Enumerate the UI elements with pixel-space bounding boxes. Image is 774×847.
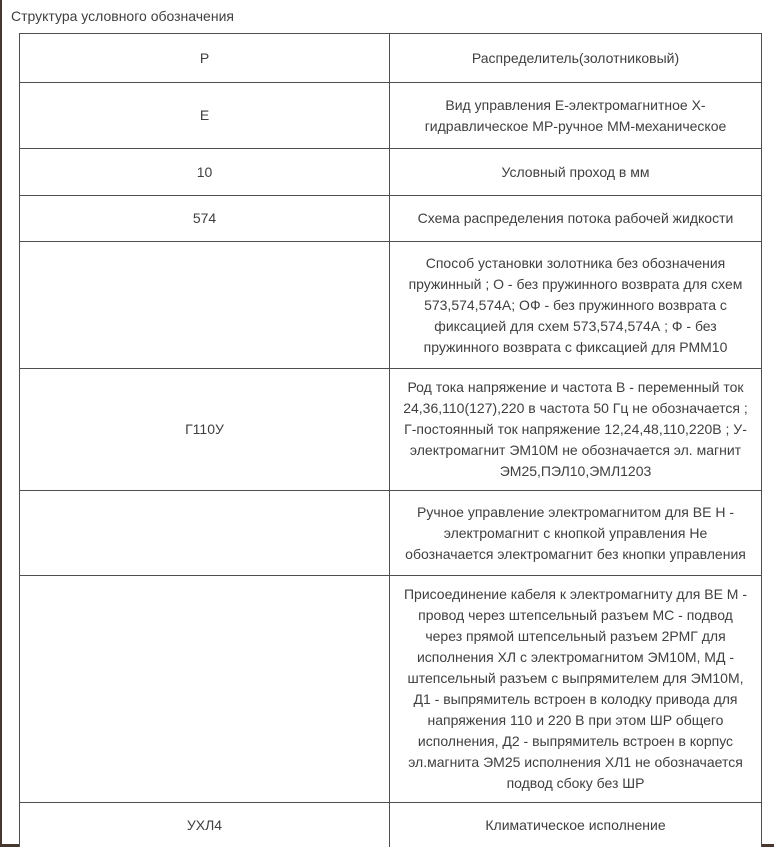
description-cell: Способ установки золотника без обозначения пружинный ; О - без пружинного возврата для схем 573,574,574А; ОФ - без пружинного возврата с фиксацией для схем 573,574,574А ; Ф - без пружинного возврата с фиксацией для РММ10 bbox=[408, 254, 743, 355]
table-row bbox=[20, 490, 761, 575]
page-title: Структура условного обозначения bbox=[11, 8, 234, 24]
table-row bbox=[20, 148, 761, 195]
code-cell: 10 bbox=[20, 149, 390, 195]
description-cell: Климатическое исполнение bbox=[485, 816, 666, 833]
code-cell bbox=[20, 491, 390, 575]
code-cell bbox=[20, 242, 390, 368]
description-cell: Вид управления Е-электромагнитное Х-гидравлическое МР-ручное ММ-механическое bbox=[424, 96, 727, 134]
code-cell: Г110У bbox=[20, 369, 390, 490]
code-cell: Р bbox=[20, 34, 390, 82]
code-cell: Е bbox=[20, 83, 390, 148]
description-cell: Присоединение кабеля к электромагниту для ВЕ М - провод через штепсельный разъем МС - подвод через прямой штепсельный разъем 2РМГ для исполнения ХЛ с электромагнитом ЭМ10М, МД - штепсельный разъем с выпрямителем для ЭМ10М, Д1 - выпрямитель встроен в колодку привода для напряжения 110 и 220 В при этом ШР общего исполнения, Д2 - выпрямитель встроен в корпус эл.магнита ЭМ25 исполнения ХЛ1 не обозначается подвод сбоку без ШР bbox=[403, 586, 748, 791]
description-cell: Ручное управление электромагнитом для ВЕ Н - электромагнит с кнопкой управления Не обозначается электромагнит без кнопки управления bbox=[405, 503, 746, 562]
description-cell: Схема распределения потока рабочей жидкости bbox=[417, 210, 734, 226]
code-cell: УХЛ4 bbox=[20, 803, 390, 847]
description-cell: Распределитель(золотниковый) bbox=[471, 49, 680, 66]
code-cell: 574 bbox=[20, 196, 390, 241]
table-row bbox=[20, 802, 761, 847]
code-cell bbox=[20, 576, 390, 802]
table-row bbox=[20, 34, 761, 82]
table-row bbox=[20, 82, 761, 148]
page-left-rule bbox=[0, 0, 2, 847]
table-row bbox=[20, 575, 761, 802]
designation-table bbox=[19, 33, 762, 847]
table-row bbox=[20, 368, 761, 490]
description-cell: Условный проход в мм bbox=[501, 163, 650, 180]
description-cell: Род тока напряжение и частота В - переменный ток 24,36,110(127),220 в частота 50 Гц не обозначается ; Г-постоянный ток напряжение 12,24,48,110,220В ; У-электромагнит ЭМ10М не обозначается эл. магнит ЭМ25,ПЭЛ10,ЭМЛ1203 bbox=[403, 379, 748, 479]
table-row bbox=[20, 195, 761, 241]
table-row bbox=[20, 241, 761, 368]
